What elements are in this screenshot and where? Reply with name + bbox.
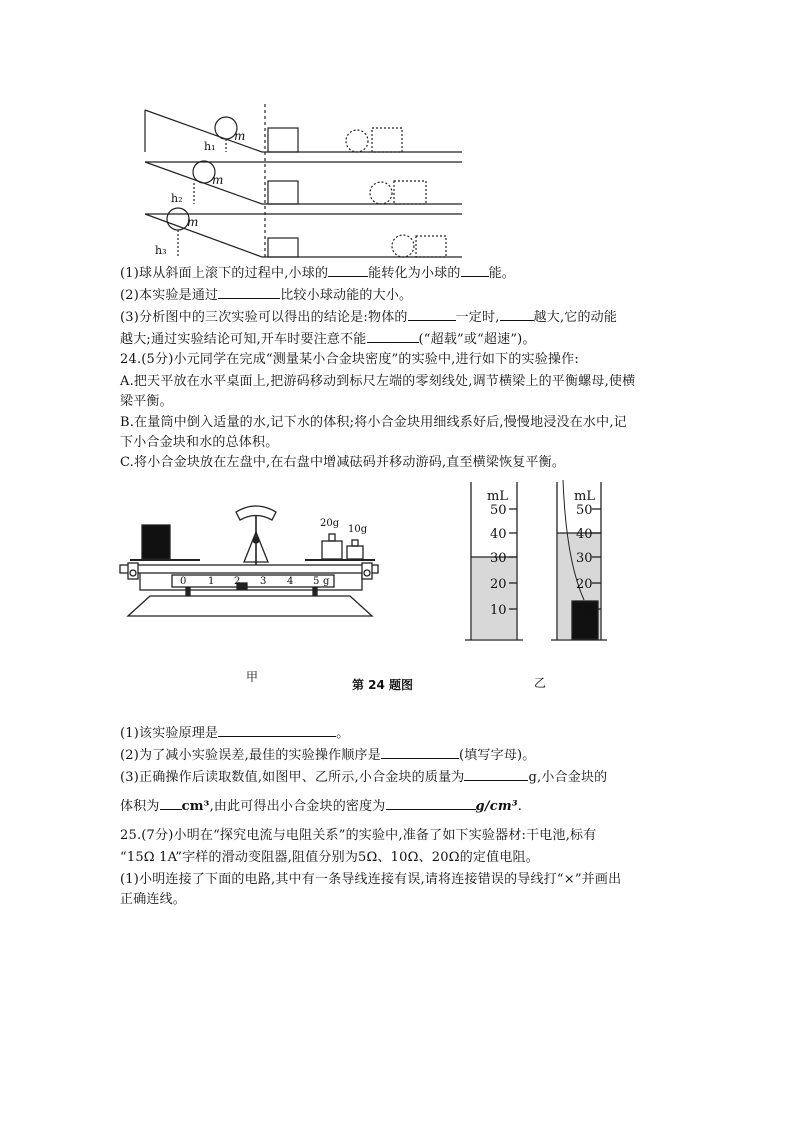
q25-stem-line2: “15Ω 1A”字样的滑动变阻器,阻值分别为5Ω、10Ω、20Ω的定值电阻。 <box>120 850 539 865</box>
weight-20g <box>322 541 342 559</box>
cylinder-b-tick: 30 <box>576 551 593 566</box>
weight-10g-label: 10g <box>348 524 368 535</box>
answer-blank[interactable] <box>464 766 528 781</box>
q24-part2: (2)为了减小实验误差,最佳的实验操作顺序是 (填写字母)。 <box>120 744 536 766</box>
scale-tick: 5 <box>313 576 320 587</box>
answer-blank[interactable] <box>381 744 459 759</box>
answer-blank[interactable] <box>386 795 476 810</box>
caption-jia: 甲 <box>246 670 259 684</box>
cylinder-b-tick: 50 <box>576 503 593 518</box>
cylinder-b-tick: 20 <box>576 577 593 592</box>
q23-part3-line2: 越大;通过实验结论可知,开车时要注意不能 (“超载”或“超速”)。 <box>120 328 536 350</box>
cylinder-a-tick: 20 <box>490 577 507 592</box>
q24-part3-line2: 体积为 cm³,由此可得出小合金块的密度为 g/cm³. <box>120 795 522 817</box>
cylinder-a-tick: 40 <box>490 527 507 542</box>
label-h1: h₁ <box>204 140 216 153</box>
q24-part3-line1: (3)正确操作后读取数值,如图甲、乙所示,小合金块的质量为 g,小合金块的 <box>120 766 607 788</box>
caption-yi: 乙 <box>534 676 547 690</box>
cylinder-b-tick: 40 <box>576 527 593 542</box>
q23-part1: (1)球从斜面上滚下的过程中,小球的 能转化为小球的 能。 <box>120 262 515 284</box>
label-m-2: m <box>212 173 224 187</box>
answer-blank[interactable] <box>218 722 336 737</box>
q23-part3-line1: (3)分析图中的三次实验可以得出的结论是:物体的 一定时, 越大,它的动能 <box>120 306 617 328</box>
balance <box>120 506 378 616</box>
alloy-block <box>142 525 170 559</box>
q23-part2: (2)本实验是通过 比较小球动能的大小。 <box>120 284 412 306</box>
cylinder-a-tick: 50 <box>490 503 507 518</box>
q25-part1-line2: 正确连线。 <box>120 892 187 907</box>
scale-tick: g <box>323 576 330 587</box>
scale-tick: 4 <box>287 576 294 587</box>
cylinder-a-unit: mL <box>487 489 508 504</box>
q25-part1-line1: (1)小明连接了下面的电路,其中有一条导线连接有误,请将连接错误的导线打“×”并画出 <box>120 872 622 887</box>
scale-tick: 2 <box>234 576 241 587</box>
q24-step-a1: A.把天平放在水平桌面上,把游码移动到标尺左端的零刻线处,调节横梁上的平衡螺母,使横 <box>120 374 636 389</box>
q24-stem: 24.(5分)小元同学在完成“测量某小合金块密度”的实验中,进行如下的实验操作: <box>120 352 579 367</box>
cylinder-b-tick: 10 <box>576 603 593 618</box>
scale-tick: 1 <box>208 576 215 587</box>
q24-part1: (1)该实验原理是 。 <box>120 722 349 744</box>
q25-stem-line1: 25.(7分)小明在“探究电流与电阻关系”的实验中,准备了如下实验器材:干电池,标有 <box>120 828 597 843</box>
q24-step-b2: 下小合金块和水的总体积。 <box>120 435 279 450</box>
scale-tick: 3 <box>260 576 267 587</box>
label-m-1: m <box>234 129 246 143</box>
scale-tick: 0 <box>180 576 187 587</box>
weight-20g-label: 20g <box>320 518 340 529</box>
q24-step-a2: 梁平衡。 <box>120 394 173 409</box>
cylinder-a-tick: 10 <box>490 603 507 618</box>
label-h2: h₂ <box>171 192 183 205</box>
q24-step-c: C.将小合金块放在左盘中,在右盘中增减砝码并移动游码,直至横梁恢复平衡。 <box>120 455 566 470</box>
q24-step-b1: B.在量筒中倒入适量的水,记下水的体积;将小合金块用细线系好后,慢慢地浸没在水中,记 <box>120 415 627 430</box>
answer-blank[interactable] <box>160 795 182 810</box>
label-m-3: m <box>187 215 199 229</box>
figure-24-caption: 第 24 题图 <box>352 678 414 692</box>
cylinder-b-unit: mL <box>574 489 595 504</box>
label-h3: h₃ <box>155 244 167 257</box>
weight-10g <box>347 546 363 559</box>
cylinder-a-tick: 30 <box>490 551 507 566</box>
